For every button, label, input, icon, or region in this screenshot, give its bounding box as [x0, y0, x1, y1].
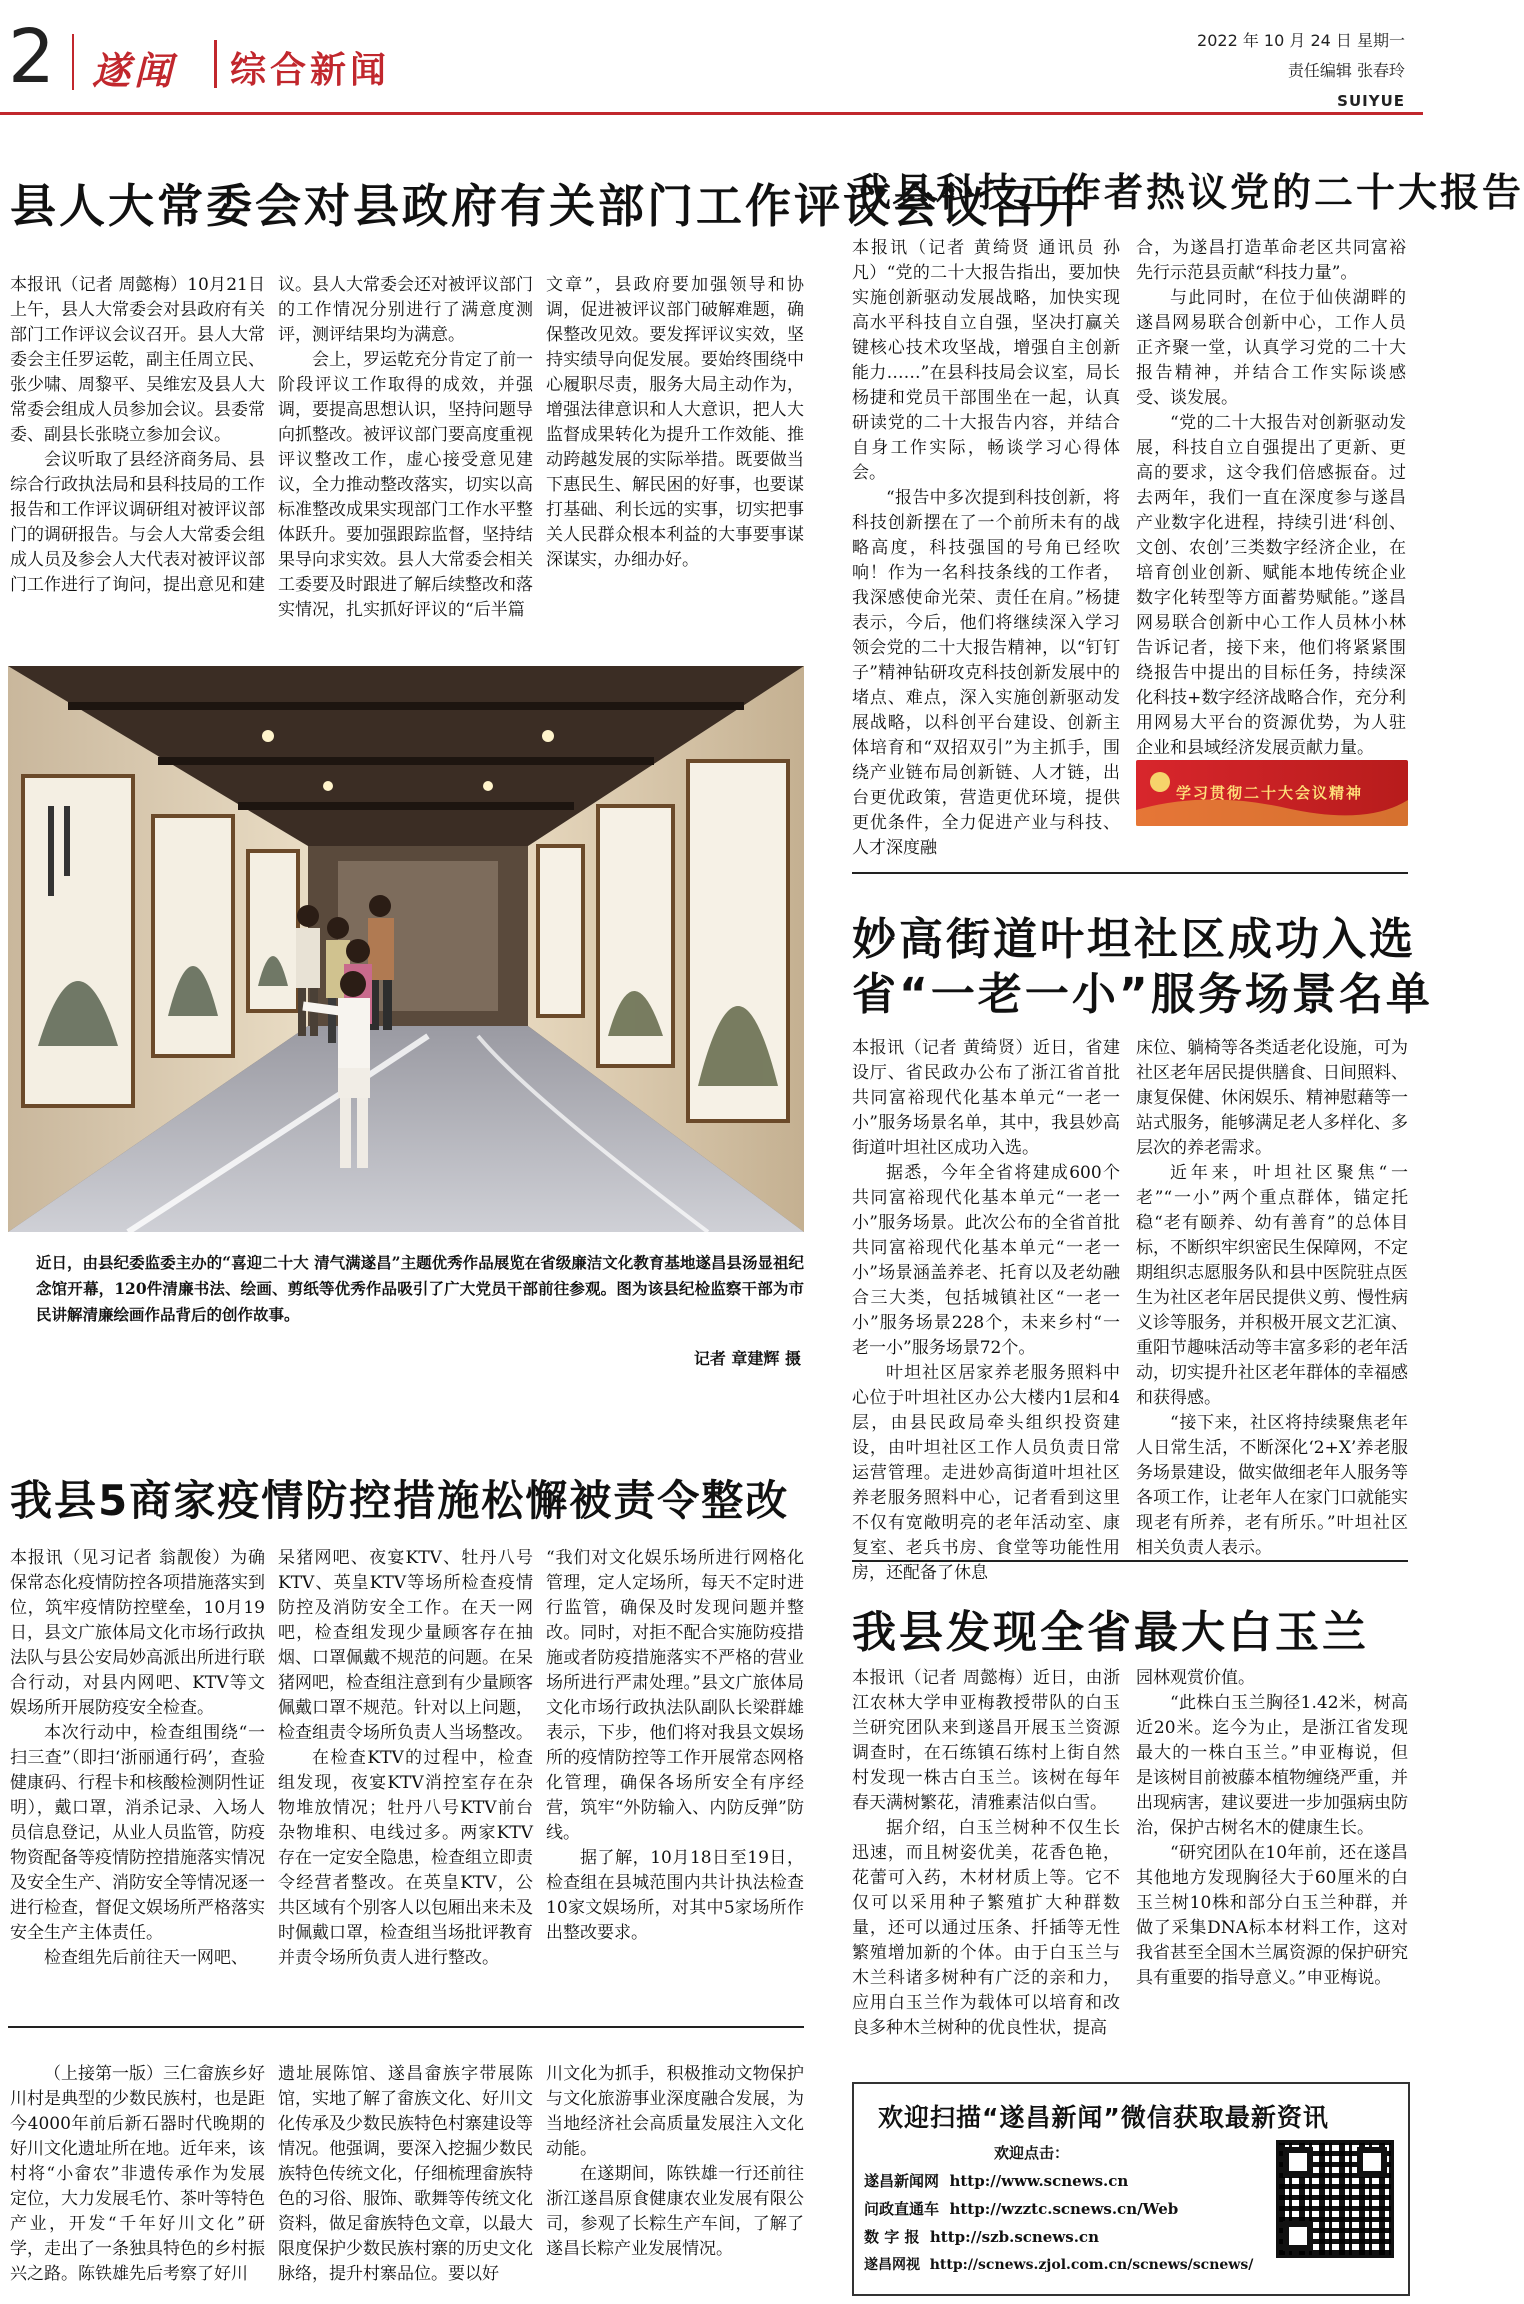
article-paragraph: 本次行动中，检查组围绕“一扫三查”（即扫‘浙丽通行码’，查验健康码、行程卡和核酸检测阴性证明），戴口罩，消杀记录、入场人员信息登记，从业人员监管，防疫物资配备等疫情防控措施落实情况及安全生产、消防安全等情况逐一进行检查，督促文娱场所严格落实安全生产主体责任。	[10, 1723, 265, 1943]
responsible-editor: 责任编辑 张春玲	[1287, 61, 1405, 80]
issue-date: 2022 年 10 月 24 日 星期一	[1197, 31, 1405, 50]
article-paragraph: 本报讯（记者 周懿梅）近日，由浙江农林大学申亚梅教授带队的白玉兰研究团队来到遂昌开展玉兰资源调查时，在石练镇石练村上街自然村发现一株古白玉兰。该树在每年春天满树繁花，清雅素洁似白雪。	[852, 1668, 1120, 1813]
article-paragraph: 与此同时，在位于仙侠湖畔的遂昌网易联合创新中心，工作人员正齐聚一堂，认真学习党的二十大报告精神，并结合工作实际谈感受、谈发展。	[1136, 288, 1406, 408]
promo-link-url[interactable]: http://wzztc.scnews.cn/Web	[949, 2200, 1179, 2218]
art3-column-1	[852, 1036, 1120, 1583]
section-divider	[8, 2026, 804, 2028]
art2-column-2	[1136, 236, 1406, 756]
wechat-promo-box	[852, 2082, 1410, 2296]
qr-code[interactable]	[1276, 2140, 1394, 2258]
art3-column-2	[1136, 1036, 1408, 1556]
headline-epidemic-control-rectification: 我县5商家疫情防控措施松懈被责令整改	[10, 1476, 790, 1525]
masthead-rule	[0, 112, 1423, 115]
qr-finder	[1283, 2221, 1313, 2251]
section-divider	[852, 872, 1408, 874]
promo-link-url[interactable]: http://scnews.zjol.com.cn/scnews/scnews/	[929, 2257, 1254, 2273]
article-paragraph: “此株白玉兰胸径1.42米，树高近20米。迄今为止，是浙江省发现最大的一株白玉兰。”申亚梅说，但是该树目前被藤本植物缠绕严重，并出现病害，建议要进一步加强病虫防治，保护古树名木的健康生长。	[1136, 1693, 1408, 1838]
promo-subtitle: 欢迎点击：	[994, 2144, 1070, 2162]
news-photo-exhibition	[8, 666, 804, 1232]
article-paragraph: 本报讯（记者 周懿梅）10月21日上午，县人大常委会对县政府有关部门工作评议会议召开。县人大常委会主任罗运乾，副主任周立民、张少啸、周黎平、吴维宏及县人大常委会组成人员参加会议。县委常委、副县长张晓立参加会议。	[10, 275, 265, 445]
article-paragraph: 园林观赏价值。	[1136, 1668, 1255, 1688]
art1-column-3	[546, 273, 804, 633]
article-paragraph: 遗址展陈馆、遂昌畲族字带展陈馆，实地了解了畲族文化、好川文化传承及少数民族特色村寨建设等情况。他强调，要深入挖掘少数民族特色传统文化，仔细梳理畲族特色的习俗、服饰、歌舞等传统文化资料，做足畲族特色文章，以最大限度保护少数民族村寨的历史文化脉络，提升村寨品位。要以好	[278, 2064, 533, 2284]
article-paragraph: 文章”，县政府要加强领导和协调，促进被评议部门破解难题，确保整改见效。要发挥评议实效，坚持实绩导向促发展。要始终围绕中心履职尽责，服务大局主动作为，增强法律意识和人大意识，把人大监督成果转化为提升工作效能、推动跨越发展的实际举措。既要做当下惠民生、解民困的好事，也要谋打基础、利长远的实事，切实把事关人民群众根本利益的大事要事谋深谋实，办细办好。	[546, 275, 804, 570]
art5-column-2	[1136, 1666, 1408, 2046]
article-paragraph: 据了解，10月18日至19日，检查组在县城范围内共计执法检查10家文娱场所，对其中5家场所作出整改要求。	[546, 1848, 804, 1943]
art4-column-3	[546, 1546, 804, 2016]
article-paragraph: 叶坦社区居家养老服务照料中心位于叶坦社区办公大楼内1层和4层，由县民政局牵头组织投资建设，由叶坦社区工作人员负责日常运营管理。走进妙高街道叶坦社区养老服务照料中心，记者看到这里不仅有宽敞明亮的老年活动室、康复室、老兵书房、食堂等功能性用房，还配备了休息	[852, 1363, 1120, 1583]
photo-caption: 近日，由县纪委监委主办的“喜迎二十大 清气满遂昌”主题优秀作品展览在省级廉洁文化教育基地遂昌县汤显祖纪念馆开幕，120件清廉书法、绘画、剪纸等优秀作品吸引了广大党员干部前往参观。图为该县纪检监察干部为市民讲解清廉绘画作品背后的创作故事。	[36, 1253, 804, 1324]
article-paragraph: 检查组先后前往天一网吧、	[44, 1948, 248, 1968]
article-paragraph: “研究团队在10年前，还在遂昌其他地方发现胸径大于60厘米的白玉兰树10株和部分白玉兰种群，并做了采集DNA标本材料工作，这对我省甚至全国木兰属资源的保护研究具有重要的指导意义。”申亚梅说。	[1136, 1843, 1408, 1988]
banner-text: 学习贯彻二十大会议精神	[1176, 784, 1364, 802]
article-paragraph: 据介绍，白玉兰树种不仅生长迅速，而且树姿优美，花香色艳，花蕾可入药，木材材质上等。它不仅可以采用种子繁殖扩大种群数量，还可以通过压条、扦插等无性繁殖增加新的个体。由于白玉兰与木兰科诸多树种有广泛的亲和力，应用白玉兰作为载体可以培育和改良多种木兰树种的优良性状，提高	[852, 1818, 1120, 2038]
article-paragraph: （上接第一版）三仁畲族乡好川村是典型的少数民族村，也是距今4000年前后新石器时代晚期的好川文化遗址所在地。近年来，该村将“小畲农”非遗传承作为发展定位，大力发展毛竹、茶叶等特色产业，开发“千年好川文化”研学，走出了一条独具特色的乡村振兴之路。陈铁雄先后考察了好川	[10, 2064, 265, 2284]
promo-link-row[interactable]	[864, 2170, 1128, 2191]
article-paragraph: 床位、躺椅等各类适老化设施，可为社区老年居民提供膳食、日间照料、康复保健、休闲娱乐、精神慰藉等一站式服务，能够满足老人多样化、多层次的养老需求。	[1136, 1038, 1408, 1158]
article-paragraph: “报告中多次提到科技创新，将科技创新摆在了一个前所未有的战略高度，科技强国的号角已经吹响！作为一名科技条线的工作者，我深感使命光荣、责任在肩。”杨捷表示，今后，他们将继续深入学习领会党的二十大报告精神，以“钉钉子”精神钻研攻克科技创新发展中的堵点、难点，深入实施创新驱动发展战略，以科创平台建设、创新主体培育和“双招双引”为主抓手，围绕产业链布局创新链、人才链，出台更优政策，营造更优环境，提供更优条件，全力促进产业与科技、人才深度融	[852, 488, 1120, 858]
article-paragraph: 近年来，叶坦社区聚焦“一老”“一小”两个重点群体，锚定托稳“老有颐养、幼有善育”的总体目标，不断织牢织密民生保障网，不定期组织志愿服务队和县中医院驻点医生为社区老年居民提供义剪、慢性病义诊等服务，并积极开展文艺汇演、重阳节趣味活动等丰富多彩的老年活动，切实提升社区老年群体的幸福感和获得感。	[1136, 1163, 1408, 1408]
promo-link-url[interactable]: http://www.scnews.cn	[949, 2172, 1129, 2190]
section-title: 综合新闻	[230, 50, 391, 91]
headline-largest-magnolia: 我县发现全省最大白玉兰	[852, 1607, 1369, 1658]
art6-column-3	[546, 2062, 804, 2300]
page-number-divider	[72, 34, 74, 90]
qr-finder	[1357, 2147, 1387, 2177]
article-paragraph: “我们对文化娱乐场所进行网格化管理，定人定场所，每天不定时进行监管，确保及时发现问题并整改。同时，对拒不配合实施防疫措施或者防疫措施落实不严格的营业场所进行严肃处理。”县文广旅体局文化市场行政执法队副队长梁群雄表示，下步，他们将对我县文娱场所的疫情防控等工作开展常态网格化管理，确保各场所安全有序经营，筑牢“外防输入、内防反弹”防线。	[546, 1548, 804, 1843]
promo-link-name: 遂昌新闻网	[864, 2172, 940, 2190]
article-paragraph: 川文化为抓手，积极推动文物保护与文化旅游事业深度融合发展，为当地经济社会高质量发展注入文化动能。	[546, 2064, 804, 2159]
art4-column-1	[10, 1546, 265, 2016]
photo-credit: 记者 章建辉 摄	[693, 1349, 801, 1368]
logo-divider	[214, 40, 217, 88]
promo-title: 欢迎扫描“遂昌新闻”微信获取最新资讯	[878, 2103, 1329, 2132]
promo-link-name: 问政直通车	[864, 2200, 940, 2218]
article-paragraph: 在遂期间，陈铁雄一行还前往浙江遂昌原食健康农业发展有限公司，参观了长粽生产车间，了解了遂昌长粽产业发展情况。	[546, 2164, 804, 2259]
article-paragraph: 在检查KTV的过程中，检查组发现，夜宴KTV消控室存在杂物堆放情况；牡丹八号KTV前台杂物堆积、电线过多。两家KTV存在一定安全隐患，检查组立即责令经营者整改。在英皇KTV，公共区域有个别客人以包厢出来未及时佩戴口罩，检查组当场批评教育并责令场所负责人进行整改。	[278, 1748, 533, 1968]
page-number: 2	[8, 14, 56, 100]
article-paragraph: 据悉，今年全省将建成600个共同富裕现代化基本单元“一老一小”服务场景。此次公布的全省首批共同富裕现代化基本单元“一老一小”场景涵盖养老、托育以及老幼融合三大类，包括城镇社区“一老一小”服务场景228个，未来乡村“一老一小”服务场景72个。	[852, 1163, 1120, 1358]
art6-column-2	[278, 2062, 533, 2300]
headline-npc-evaluation-meeting: 县人大常委会对县政府有关部门工作评议会议召开	[10, 179, 1088, 233]
article-paragraph: 本报讯（记者 黄绮贤）近日，省建设厅、省民政办公布了浙江省首批共同富裕现代化基本单元“一老一小”服务场景名单，其中，我县妙高街道叶坦社区成功入选。	[852, 1038, 1120, 1158]
masthead	[0, 0, 1423, 116]
headline-community-service-list-line2: 省“一老一小”服务场景名单	[852, 969, 1433, 1020]
promo-link-row[interactable]	[864, 2254, 1253, 2274]
art1-column-1	[10, 273, 265, 633]
exhibition-hall-illustration	[8, 666, 804, 1232]
article-paragraph: 本报讯（见习记者 翁靓俊）为确保常态化疫情防控各项措施落实到位，筑牢疫情防控壁垒，10月19日，县文广旅体局文化市场行政执法队与县公安局妙高派出所进行联合行动，对县内网吧、KTV等文娱场所开展防疫安全检查。	[10, 1548, 265, 1718]
promo-link-name: 遂昌网视	[864, 2257, 920, 2273]
promo-link-name: 数 字 报	[864, 2228, 920, 2246]
article-paragraph: 会上，罗运乾充分肯定了前一阶段评议工作取得的成效，并强调，要提高思想认识，坚持问题导向抓整改。被评议部门要高度重视评议整改工作，虚心接受意见建议，全力推动整改落实，切实以高标准整改成果实现部门工作水平整体跃升。要加强跟踪监督，坚持结果导向求实效。县人大常委会相关工委要及时跟进了解后续整改和落实情况，扎实抓好评议的“后半篇	[278, 350, 533, 620]
article-paragraph: 本报讯（记者 黄绮贤 通讯员 孙凡）“党的二十大报告指出，要加快实施创新驱动发展战略，加快实现高水平科技自立自强，坚决打赢关键核心技术攻坚战，增强自主创新能力……”在县科技局会议室，局长杨捷和党员干部围坐在一起，认真研读党的二十大报告内容，并结合自身工作实际，畅谈学习心得体会。	[852, 238, 1120, 483]
article-paragraph: “党的二十大报告对创新驱动发展，科技自立自强提出了更新、更高的要求，这令我们倍感振奋。过去两年，我们一直在深度参与遂昌产业数字化进程，持续引进‘科创、文创、农创’三类数字经济企业，在培育创业创新、赋能本地传统企业数字化转型等方面蓄势赋能。”遂昌网易联合创新中心工作人员林小林告诉记者，接下来，他们将紧紧围绕报告中提出的目标任务，持续深化科技+数字经济战略合作，充分利用网易大平台的资源优势，为人驻企业和县域经济发展贡献力量。	[1136, 413, 1406, 758]
qr-finder	[1283, 2147, 1313, 2177]
art2-column-1	[852, 236, 1120, 858]
masthead-code: SUIYUE	[1337, 92, 1405, 110]
art5-column-1	[852, 1666, 1120, 2046]
article-paragraph: 议。县人大常委会还对被评议部门的工作情况分别进行了满意度测评，测评结果均为满意。	[278, 275, 533, 345]
art6-column-1	[10, 2062, 265, 2300]
article-paragraph: 呆猪网吧、夜宴KTV、牡丹八号KTV、英皇KTV等场所检查疫情防控及消防安全工作。在天一网吧，检查组发现少量顾客存在抽烟、口罩佩戴不规范的问题。在呆猪网吧，检查组注意到有少量顾客佩戴口罩不规范。针对以上问题，检查组责令场所负责人当场整改。	[278, 1548, 533, 1743]
art4-column-2	[278, 1546, 533, 2016]
art1-column-2	[278, 273, 533, 633]
study-banner	[1136, 760, 1408, 826]
promo-link-row[interactable]	[864, 2226, 1099, 2247]
promo-link-row[interactable]	[864, 2198, 1178, 2219]
promo-link-url[interactable]: http://szb.scnews.cn	[929, 2228, 1099, 2246]
section-divider	[852, 1560, 1408, 1562]
headline-community-service-list-line1: 妙高街道叶坦社区成功入选	[852, 914, 1416, 965]
article-paragraph: 合，为遂昌打造革命老区共同富裕先行示范县贡献“科技力量”。	[1136, 238, 1406, 283]
newspaper-logo: 遂闻	[92, 48, 177, 93]
article-paragraph: “接下来，社区将持续聚焦老年人日常生活，不断深化‘2+X’养老服务场景建设，做实做细老年人服务等各项工作，让老年人在家门口就能实现老有所养，老有所乐。”叶坦社区相关负责人表示。	[1136, 1413, 1408, 1558]
article-paragraph: 会议听取了县经济商务局、县综合行政执法局和县科技局的工作报告和工作评议调研组对被评议部门的调研报告。与会人大常委会组成人员及参会人大代表对被评议部门工作进行了询问，提出意见和建	[10, 450, 265, 595]
headline-tech-workers-discuss-report: 我县科技工作者热议党的二十大报告	[852, 171, 1524, 216]
